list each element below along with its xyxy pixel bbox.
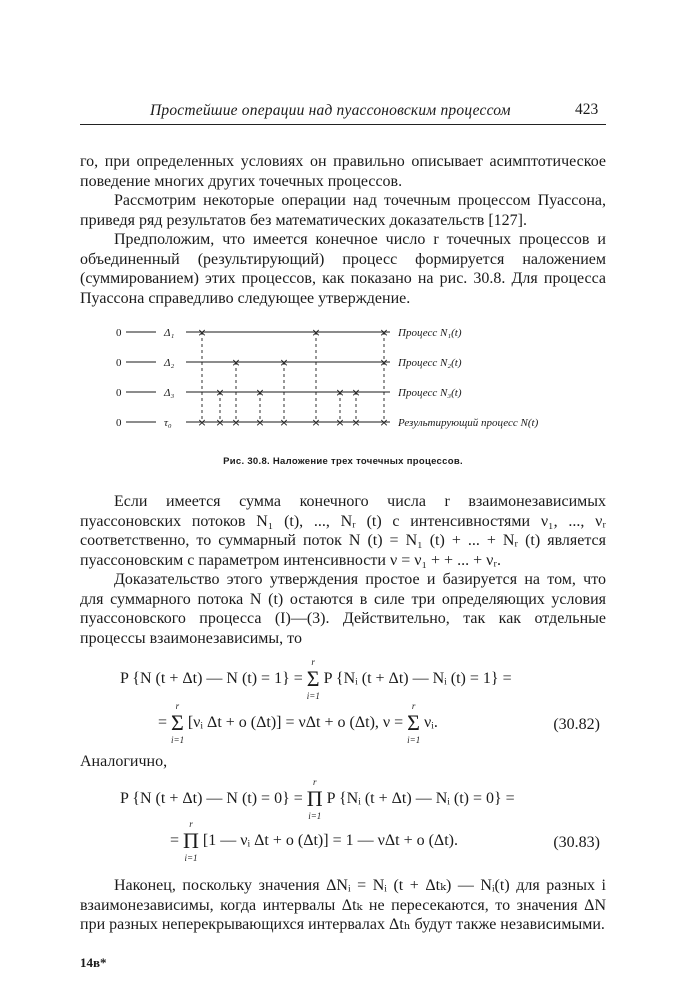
svg-text:×: × bbox=[311, 416, 321, 429]
equation-number-30-83: (30.83) bbox=[553, 834, 600, 851]
product-symbol: r Π i=1 bbox=[183, 819, 199, 863]
svg-text:×: × bbox=[197, 416, 207, 429]
svg-text:×: × bbox=[379, 416, 389, 429]
sum-symbol: r Σ i=1 bbox=[407, 701, 421, 745]
sum-symbol: r Σ i=1 bbox=[306, 657, 320, 701]
text-block-bottom bbox=[80, 876, 606, 935]
row4-tick: τ₀ bbox=[164, 417, 172, 429]
paragraph-5: Доказательство этого утверждения простое и базируется на том, что для суммарного потока N (t) остаются в силе три определяющих условия пуассоновского процесса (I)—(3). Действительно, так как отдельные процессы взаимонезависимы, то bbox=[80, 571, 606, 647]
svg-text:×: × bbox=[255, 416, 265, 429]
text-analogously bbox=[80, 752, 606, 772]
svg-text:×: × bbox=[215, 416, 225, 429]
equation-30-82: P {N (t + Δt) — N (t) = 1} = r Σ i=1 P {Nᵢ (t + Δt) — Nᵢ (t) = 1} = = r Σ i=1 [νᵢ Δt + o (Δt)] = νΔt + o (Δt), ν = r Σ i=1 νᵢ. (30.82) bbox=[120, 657, 600, 745]
printer-signature: 14в* bbox=[80, 955, 107, 970]
row1-label: Процесс N₁(t) bbox=[398, 327, 462, 339]
row3-label: Процесс N₃(t) bbox=[398, 387, 462, 399]
row3-tick: Δ₃ bbox=[164, 387, 175, 399]
row2-origin: 0 bbox=[116, 357, 122, 369]
svg-text:×: × bbox=[215, 386, 225, 399]
sum-symbol: r Σ i=1 bbox=[171, 701, 185, 745]
row1-tick: Δ₁ bbox=[164, 327, 175, 339]
svg-text:×: × bbox=[379, 326, 389, 339]
text-block-top bbox=[80, 152, 606, 308]
svg-text:×: × bbox=[335, 416, 345, 429]
eq2-line2: [1 — νᵢ Δt + o (Δt)] = 1 — νΔt + o (Δt). bbox=[198, 832, 458, 850]
paragraph-4: Если имеется сумма конечного числа r взаимонезависимых пуассоновских потоков N₁ (t), ..., Nᵣ (t) с интенсивностями ν₁, ..., νᵣ соответственно, то суммарный поток N (t) = N₁ (t) + ... + Nᵣ (t) является пуассоновским с параметром интенсивности ν = ν₁ + + ... + νᵣ. bbox=[80, 493, 606, 569]
eq1-line1-lhs: P {N (t + Δt) — N (t) = 1} = bbox=[120, 670, 307, 688]
paragraph-7: Наконец, поскольку значения ΔNᵢ = Nᵢ (t + Δtₖ) — Nᵢ(t) для разных i взаимонезависимы, когда интервалы Δtₖ не пересекаются, то значения ΔN при разных неперекрывающихся интервалах Δtₕ будут также независимыми. bbox=[80, 877, 606, 933]
svg-text:×: × bbox=[311, 326, 321, 339]
row4-label: Результирующий процесс N(t) bbox=[398, 417, 539, 429]
row4-origin: 0 bbox=[116, 417, 122, 429]
paragraph-6: Аналогично, bbox=[80, 753, 168, 770]
row2-label: Процесс N₂(t) bbox=[398, 357, 462, 369]
product-symbol: r Π i=1 bbox=[306, 777, 323, 821]
paragraph-2: Рассмотрим некоторые операции над точечным процессом Пуассона, приведя ряд результатов без математических доказательств [127]. bbox=[80, 192, 606, 229]
equation-number-30-82: (30.82) bbox=[553, 716, 600, 733]
running-header: Простейшие операции над пуассоновским процессом bbox=[150, 102, 511, 119]
superposition-diagram bbox=[112, 318, 582, 443]
svg-text:×: × bbox=[351, 416, 361, 429]
svg-text:×: × bbox=[231, 416, 241, 429]
svg-text:×: × bbox=[335, 386, 345, 399]
eq1-line2: [νᵢ Δt + o (Δt)] = νΔt + o (Δt), ν = bbox=[183, 714, 408, 732]
svg-text:×: × bbox=[279, 416, 289, 429]
equation-30-83: P {N (t + Δt) — N (t) = 0} = r Π i=1 P {Nᵢ (t + Δt) — Nᵢ (t) = 0} = = r Π i=1 [1 — νᵢ Δt + o (Δt)] = 1 — νΔt + o (Δt). (30.83) bbox=[120, 777, 600, 863]
eq2-line1-lhs: P {N (t + Δt) — N (t) = 0} = bbox=[120, 790, 307, 808]
paragraph-3: Предположим, что имеется конечное число r точечных процессов и объединенный (результирующий) процесс формируется наложением (суммированием) этих процессов, как показано на рис. 30.8. Для процесса Пуассона справедливо следующее утверждение. bbox=[80, 231, 606, 307]
svg-text:×: × bbox=[231, 356, 241, 369]
svg-text:×: × bbox=[197, 326, 207, 339]
svg-text:×: × bbox=[279, 356, 289, 369]
row1-origin: 0 bbox=[116, 327, 122, 339]
figure-caption: Рис. 30.8. Наложение трех точечных процессов. bbox=[223, 456, 463, 467]
svg-text:×: × bbox=[351, 386, 361, 399]
text-block-middle bbox=[80, 492, 606, 648]
eq1-line1-rhs: P {Nᵢ (t + Δt) — Nᵢ (t) = 1} = bbox=[319, 670, 512, 688]
svg-text:×: × bbox=[379, 356, 389, 369]
row2-tick: Δ₂ bbox=[164, 357, 175, 369]
paragraph-1: го, при определенных условиях он правильно описывает асимптотическое поведение многих других точечных процессов. bbox=[80, 153, 606, 190]
row3-origin: 0 bbox=[116, 387, 122, 399]
eq2-line1-rhs: P {Nᵢ (t + Δt) — Nᵢ (t) = 0} = bbox=[322, 790, 515, 808]
svg-text:×: × bbox=[255, 386, 265, 399]
page-number: 423 bbox=[575, 101, 599, 118]
header-rule bbox=[80, 124, 606, 125]
